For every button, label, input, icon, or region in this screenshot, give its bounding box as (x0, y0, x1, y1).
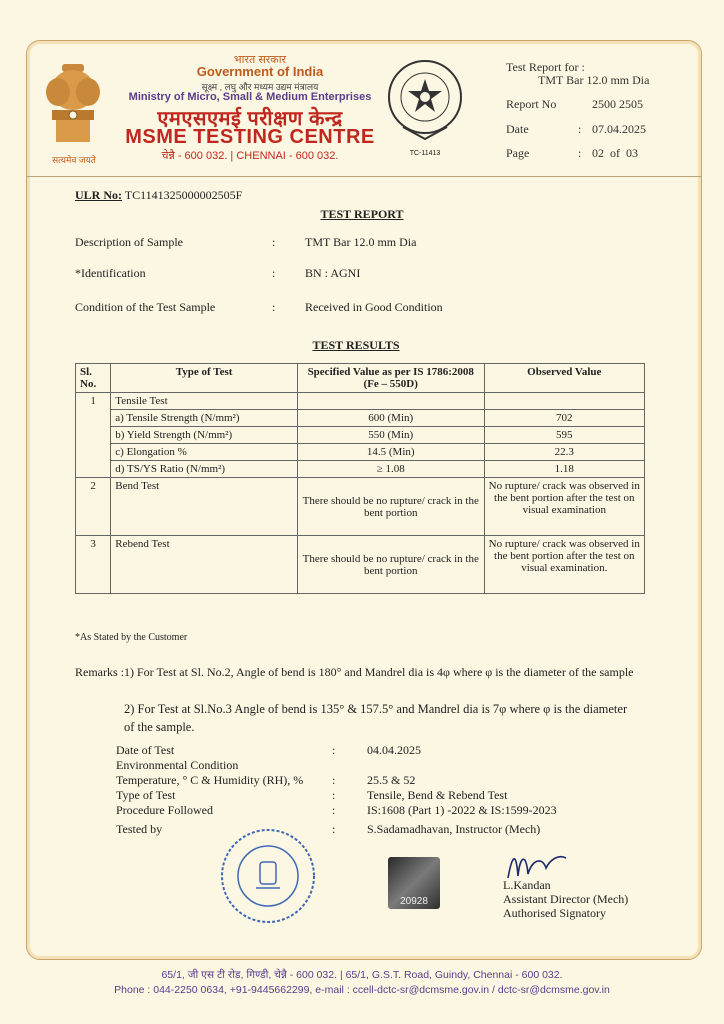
row-spec: 550 (Min) (297, 427, 484, 444)
centre-hindi: एमएसएमई परीक्षण केन्द्र (157, 108, 343, 130)
table-row (76, 427, 645, 444)
col-header-observed: Observed Value (484, 364, 644, 393)
desc-value: TMT Bar 12.0 mm Dia (305, 235, 417, 249)
type-test-label: Type of Test (116, 788, 176, 802)
report-for-value: TMT Bar 12.0 mm Dia (538, 73, 650, 87)
centre-address: चेन्नै - 600 032. | CHENNAI - 600 032. (161, 150, 339, 162)
col-header-type: Type of Test (111, 364, 298, 393)
tc-code: TC-11413 (409, 150, 441, 157)
row-spec: 14.5 (Min) (297, 444, 484, 461)
report-page-value: 02 of 03 (592, 146, 638, 160)
procedure-value: IS:1608 (Part 1) -2022 & IS:1599-2023 (367, 803, 557, 817)
tested-by-label: Tested by (116, 822, 163, 836)
report-page-label: Page (506, 146, 530, 160)
hologram-code: 20928 (400, 896, 428, 907)
report-no-label: Report No (506, 97, 557, 111)
office-stamp-icon (218, 826, 318, 926)
table-row (76, 536, 645, 594)
remark-1: 1) For Test at Sl. No.2, Angle of bend is 180° and Mandrel dia is 4φ where φ is the diameter of the sample (124, 665, 634, 679)
temp-value: 25.5 & 52 (367, 773, 416, 787)
header-divider (26, 176, 702, 177)
row-sl: 1 (76, 393, 111, 478)
hologram-sticker (388, 857, 440, 909)
table-row (76, 393, 645, 410)
env-label: Environmental Condition (116, 758, 239, 772)
tested-by-value: S.Sadamadhavan, Instructor (Mech) (367, 822, 541, 836)
date-test-value: 04.04.2025 (367, 743, 421, 757)
row-type: c) Elongation % (111, 444, 298, 461)
row-observed: No rupture/ crack was observed in the bent portion after the test on visual examination. (484, 536, 644, 594)
row-observed: 22.3 (484, 444, 644, 461)
report-no-value: 2500 2505 (592, 97, 643, 111)
col-header-sl: Sl. No. (76, 364, 111, 393)
row-type: a) Tensile Strength (N/mm²) (111, 410, 298, 427)
type-test-value: Tensile, Bend & Rebend Test (367, 788, 508, 802)
temp-colon: : (332, 773, 336, 787)
row-sl: 2 (76, 478, 111, 536)
col-header-spec: Specified Value as per IS 1786:2008 (Fe – 550D) (297, 364, 484, 393)
table-row (76, 410, 645, 427)
national-emblem-icon (38, 58, 108, 162)
ministry-title: Ministry of Micro, Small & Medium Enterprises (128, 91, 372, 103)
id-label: *Identification (75, 266, 146, 280)
nabl-seal-icon (385, 57, 465, 145)
report-date-label: Date (506, 122, 529, 136)
table-row (76, 478, 645, 536)
stated-note: *As Stated by the Customer (75, 632, 188, 643)
row-spec: ≥ 1.08 (297, 461, 484, 478)
ulr-line (75, 188, 242, 203)
footer-address: 65/1, जी एस टी रोड, गिण्डी, चेन्नै - 600 032. | 65/1, G.S.T. Road, Guindy, Chennai - 600 032. (161, 969, 563, 981)
centre-title: MSME TESTING CENTRE (125, 126, 375, 148)
row-spec: 600 (Min) (297, 410, 484, 427)
report-page-colon: : (578, 146, 582, 160)
table-row (76, 461, 645, 478)
footer-contact: Phone : 044-2250 0634, +91-9445662299, e-mail : ccell-dctc-sr@dcmsme.gov.in / dctc-sr@dcmsme.gov.in (114, 984, 610, 996)
remark-2: 2) For Test at Sl.No.3 Angle of bend is 135° & 157.5° and Mandrel dia is 7φ where φ is the diameter of the sample. (124, 702, 628, 734)
row-observed: 1.18 (484, 461, 644, 478)
signatory-role: Authorised Signatory (503, 906, 606, 920)
tested-by-colon: : (332, 822, 336, 836)
cond-label: Condition of the Test Sample (75, 300, 216, 314)
remarks-label: Remarks : (75, 665, 124, 679)
ministry-hindi: सूक्ष्म , लघु और मध्यम उद्यम मंत्रालय (201, 82, 319, 92)
row-spec: There should be no rupture/ crack in the bent portion (297, 536, 484, 594)
test-results-title: TEST RESULTS (312, 338, 400, 352)
row-spec: There should be no rupture/ crack in the bent portion (297, 478, 484, 536)
row-observed: No rupture/ crack was observed in the bent portion after the test on visual examination (484, 478, 644, 536)
signatory-name: L.Kandan (503, 878, 551, 892)
date-test-colon: : (332, 743, 336, 757)
id-colon: : (272, 266, 276, 280)
signatory-title: Assistant Director (Mech) (503, 892, 629, 906)
row-type: d) TS/YS Ratio (N/mm²) (111, 461, 298, 478)
ulr-value: TC1141325000002505F (124, 188, 243, 202)
date-test-label: Date of Test (116, 743, 175, 757)
id-value: BN : AGNI (305, 266, 361, 280)
report-for-label: Test Report for : (506, 60, 585, 74)
row-type: b) Yield Strength (N/mm²) (111, 427, 298, 444)
table-header-row (76, 364, 645, 393)
cond-colon: : (272, 300, 276, 314)
govt-hindi: भारत सरकार (233, 54, 287, 66)
ulr-label: ULR No: (75, 188, 122, 202)
report-date-colon: : (578, 122, 582, 136)
row-observed: 702 (484, 410, 644, 427)
row-observed: 595 (484, 427, 644, 444)
procedure-label: Procedure Followed (116, 803, 213, 817)
table-row (76, 444, 645, 461)
report-date-value: 07.04.2025 (592, 122, 646, 136)
cond-value: Received in Good Condition (305, 300, 443, 314)
row-sl: 3 (76, 536, 111, 594)
emblem-motto: सत्यमेव जयते (52, 155, 96, 165)
procedure-colon: : (332, 803, 336, 817)
govt-title: Government of India (196, 64, 324, 79)
row-type: Bend Test (111, 478, 298, 536)
test-report-title: TEST REPORT (320, 207, 404, 221)
desc-colon: : (272, 235, 276, 249)
row-type: Tensile Test (111, 393, 298, 410)
row-type: Rebend Test (111, 536, 298, 594)
type-test-colon: : (332, 788, 336, 802)
results-table (75, 363, 645, 594)
desc-label: Description of Sample (75, 235, 183, 249)
temp-label: Temperature, ° C & Humidity (RH), % (116, 773, 304, 787)
